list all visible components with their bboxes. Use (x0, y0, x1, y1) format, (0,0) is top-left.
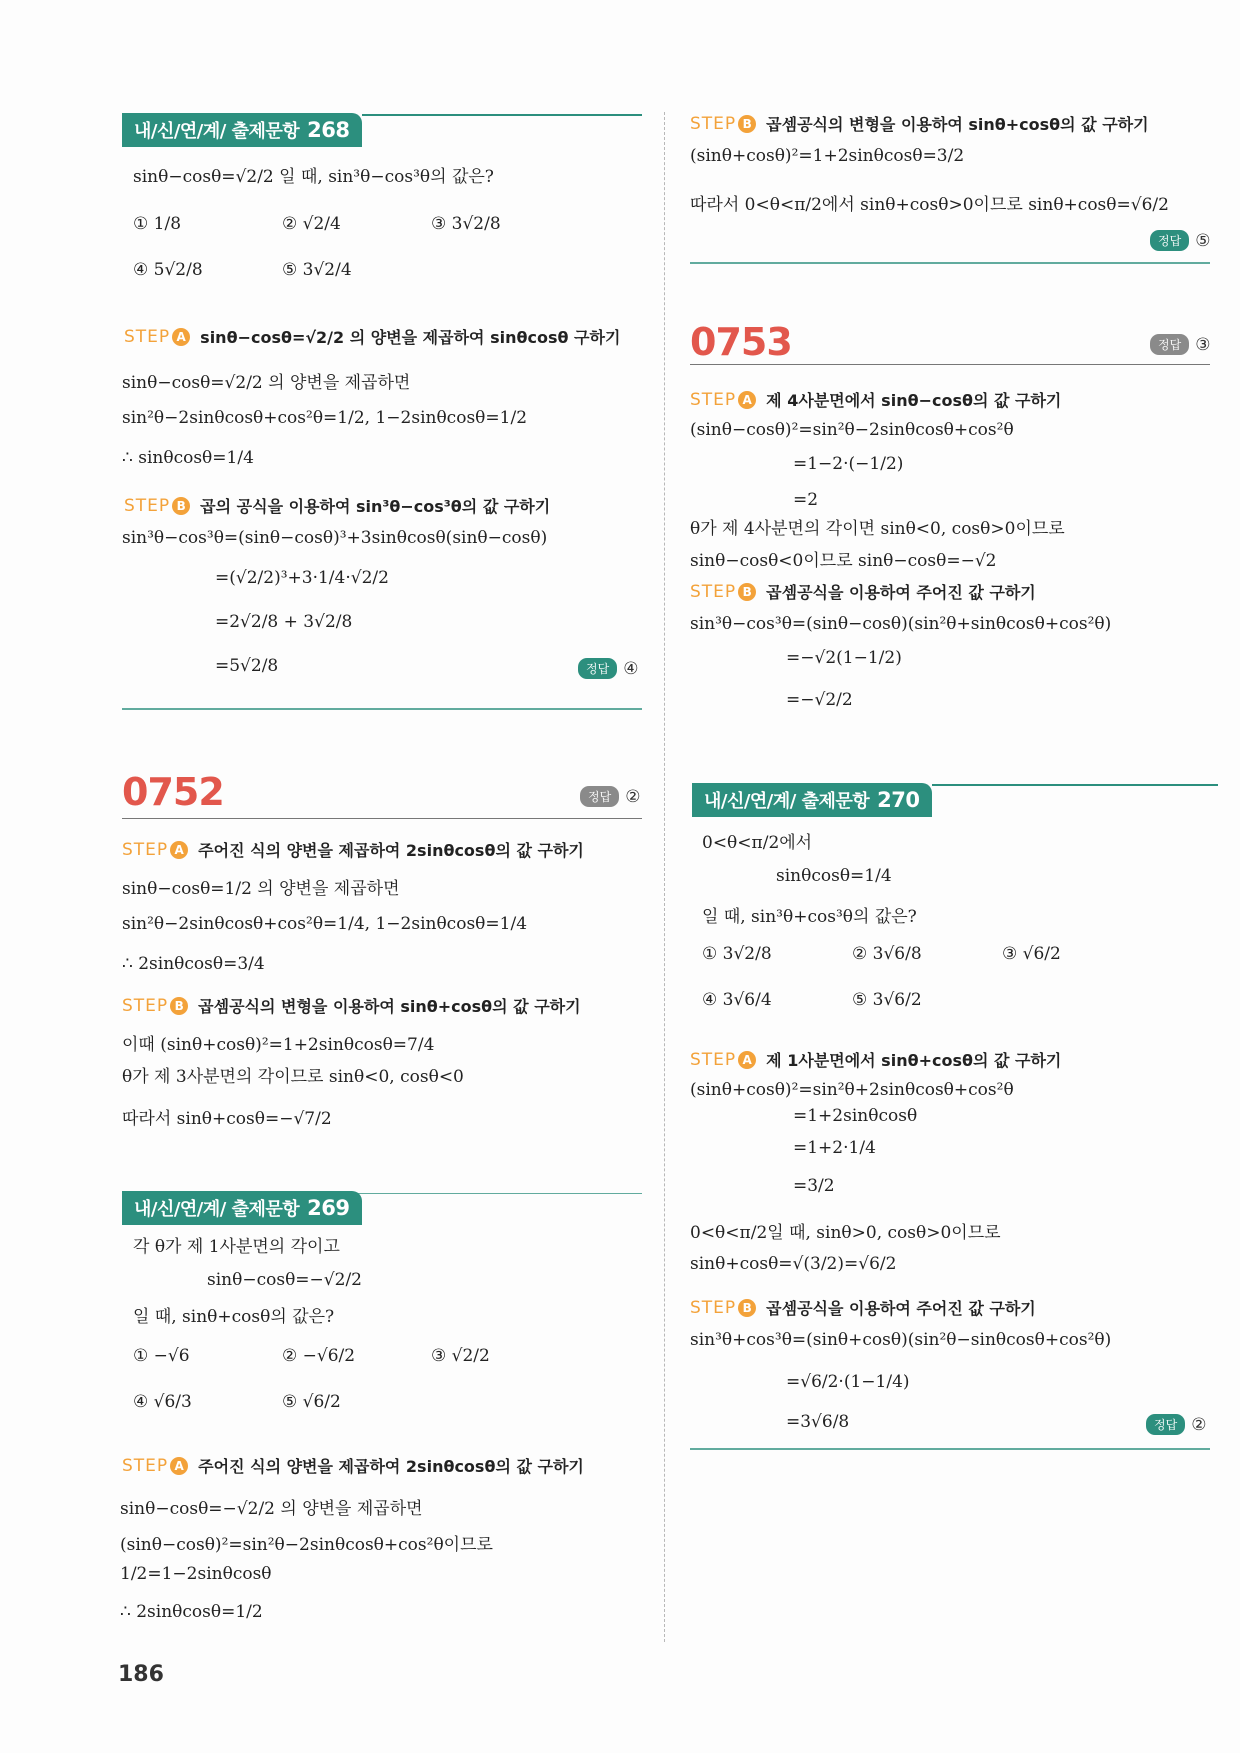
section-separator (122, 708, 642, 710)
solution-line: 1/2=1−2sinθcosθ (120, 1564, 272, 1584)
step-a-0752 (122, 838, 584, 861)
section-separator (690, 1448, 1210, 1450)
question-268: sinθ−cosθ=√2/2 일 때, sin³θ−cos³θ의 값은? (133, 167, 494, 187)
problem-rule (690, 364, 1210, 365)
answer-0752-cont (1150, 230, 1210, 251)
tag-number: 268 (307, 118, 350, 142)
question-line: 일 때, sinθ+cosθ의 값은? (133, 1307, 335, 1327)
answer-270 (1146, 1414, 1206, 1435)
section-tag-269 (122, 1190, 362, 1226)
answer-value: ③ (1195, 334, 1211, 355)
step-badge: B (738, 583, 756, 601)
solution-line: =1+2·1/4 (793, 1138, 876, 1158)
answer-label: 정답 (1150, 334, 1189, 355)
choice-4: ④ 3√6/4 (702, 990, 772, 1010)
section-separator (690, 262, 1210, 264)
step-b-268 (124, 494, 550, 517)
tag-label: 내/신/연/계/ 출제문항 (134, 121, 300, 142)
solution-line: =2 (793, 490, 819, 510)
step-badge: A (172, 328, 190, 346)
step-badge: A (738, 1051, 756, 1069)
step-title: sinθ−cosθ=√2/2 의 양변을 제곱하여 sinθcosθ 구하기 (200, 328, 621, 347)
problem-number-0753: 0753 (690, 320, 792, 364)
solution-line: 0<θ<π/2일 때, sinθ>0, cosθ>0이므로 (690, 1223, 1001, 1243)
problem-number-0752: 0752 (122, 770, 224, 814)
step-word: STEP (124, 495, 171, 516)
step-badge: B (738, 1299, 756, 1317)
solution-line: =√6/2·(1−1/4) (786, 1372, 910, 1392)
step-word: STEP (122, 1455, 169, 1476)
choice-4: ④ 5√2/8 (133, 260, 203, 280)
step-b-0752 (122, 994, 581, 1017)
choice-4: ④ √6/3 (133, 1392, 192, 1412)
step-word: STEP (122, 839, 169, 860)
tag-box (122, 1191, 362, 1225)
step-word: STEP (690, 581, 737, 602)
step-title: 제 1사분면에서 sinθ+cosθ의 값 구하기 (766, 1051, 1062, 1070)
answer-value: ④ (623, 658, 639, 679)
solution-line: =1−2·(−1/2) (793, 454, 904, 474)
step-word: STEP (122, 995, 169, 1016)
choice-2: ② 3√6/8 (852, 944, 922, 964)
step-badge: A (738, 391, 756, 409)
answer-label: 정답 (578, 658, 617, 679)
choice-3: ③ 3√2/8 (431, 214, 501, 234)
answer-label: 정답 (1146, 1414, 1185, 1435)
step-word: STEP (690, 1297, 737, 1318)
step-a-268 (124, 325, 620, 348)
choice-2: ② −√6/2 (282, 1346, 356, 1366)
step-title: 제 4사분면에서 sinθ−cosθ의 값 구하기 (766, 391, 1062, 410)
answer-value: ② (1191, 1414, 1207, 1435)
step-badge: B (172, 497, 190, 515)
solution-line: =3/2 (793, 1176, 835, 1196)
solution-line: sinθ+cosθ=√(3/2)=√6/2 (690, 1254, 897, 1274)
tag-label: 내/신/연/계/ 출제문항 (134, 1199, 300, 1220)
step-a-269 (122, 1454, 584, 1477)
solution-line: sin³θ−cos³θ=(sinθ−cosθ)(sin²θ+sinθcosθ+cos²θ) (690, 614, 1112, 634)
section-tag-268 (122, 112, 642, 148)
solution-line: 따라서 0<θ<π/2에서 sinθ+cosθ>0이므로 sinθ+cosθ=√6/2 (690, 195, 1169, 215)
solution-line: (sinθ−cosθ)²=sin²θ−2sinθcosθ+cos²θ (690, 420, 1014, 440)
step-a-0753 (690, 388, 1061, 411)
question-line: sinθcosθ=1/4 (776, 866, 892, 886)
solution-line: sinθ−cosθ=−√2/2 의 양변을 제곱하면 (120, 1499, 423, 1519)
step-word: STEP (690, 389, 737, 410)
solution-line: =5√2/8 (215, 656, 279, 676)
step-b-0753 (690, 580, 1036, 603)
column-divider (664, 112, 665, 1642)
tag-number: 270 (877, 788, 920, 812)
choice-1: ① −√6 (133, 1346, 190, 1366)
choice-5: ⑤ 3√6/2 (852, 990, 922, 1010)
answer-0753 (1150, 334, 1210, 355)
solution-line: sin²θ−2sinθcosθ+cos²θ=1/4, 1−2sinθcosθ=1/4 (122, 914, 528, 934)
solution-line: 이때 (sinθ+cosθ)²=1+2sinθcosθ=7/4 (122, 1035, 435, 1055)
solution-line: sinθ−cosθ=√2/2 의 양변을 제곱하면 (122, 373, 411, 393)
step-word: STEP (124, 326, 171, 347)
solution-line: 따라서 sinθ+cosθ=−√7/2 (122, 1109, 332, 1129)
step-title: 곱셈공식을 이용하여 주어진 값 구하기 (766, 583, 1036, 602)
solution-line: =2√2/8 + 3√2/8 (215, 612, 353, 632)
choice-3: ③ √2/2 (431, 1346, 490, 1366)
solution-line: sinθ−cosθ=1/2 의 양변을 제곱하면 (122, 879, 400, 899)
choice-1: ① 1/8 (133, 214, 182, 234)
step-badge: B (170, 997, 188, 1015)
choice-1: ① 3√2/8 (702, 944, 772, 964)
page-number: 186 (118, 1662, 164, 1687)
solution-line: =3√6/8 (786, 1412, 850, 1432)
solution-line: =−√2/2 (786, 690, 853, 710)
solution-line: =1+2sinθcosθ (793, 1106, 918, 1126)
solution-line: =−√2(1−1/2) (786, 648, 902, 668)
choice-2: ② √2/4 (282, 214, 341, 234)
step-b-0752-cont (690, 112, 1149, 135)
step-title: 곱셈공식의 변형을 이용하여 sinθ+cosθ의 값 구하기 (198, 997, 581, 1016)
solution-line: (sinθ+cosθ)²=1+2sinθcosθ=3/2 (690, 146, 965, 166)
solution-line: ∴ 2sinθcosθ=3/4 (122, 954, 265, 974)
step-badge: B (738, 115, 756, 133)
step-word: STEP (690, 113, 737, 134)
solution-line: ∴ 2sinθcosθ=1/2 (120, 1602, 263, 1622)
solution-line: ∴ sinθcosθ=1/4 (122, 448, 254, 468)
solution-line: (sinθ+cosθ)²=sin²θ+2sinθcosθ+cos²θ (690, 1080, 1014, 1100)
solution-line: sin²θ−2sinθcosθ+cos²θ=1/2, 1−2sinθcosθ=1/2 (122, 408, 528, 428)
step-title: 주어진 식의 양변을 제곱하여 2sinθcosθ의 값 구하기 (198, 841, 584, 860)
answer-value: ② (625, 786, 641, 807)
tag-box (122, 113, 362, 147)
step-title: 곱셈공식의 변형을 이용하여 sinθ+cosθ의 값 구하기 (766, 115, 1149, 134)
section-tag-270 (692, 782, 1218, 818)
solution-line: (sinθ−cosθ)²=sin²θ−2sinθcosθ+cos²θ이므로 (120, 1535, 493, 1555)
choice-5: ⑤ 3√2/4 (282, 260, 352, 280)
solution-line: θ가 제 4사분면의 각이면 sinθ<0, cosθ>0이므로 (690, 519, 1065, 539)
choice-5: ⑤ √6/2 (282, 1392, 341, 1412)
solution-line: =(√2/2)³+3·1/4·√2/2 (215, 568, 389, 588)
problem-rule (122, 818, 642, 819)
tag-box (692, 783, 932, 817)
tag-number: 269 (307, 1196, 350, 1220)
step-title: 곱의 공식을 이용하여 sin³θ−cos³θ의 값 구하기 (200, 497, 551, 516)
step-title: 주어진 식의 양변을 제곱하여 2sinθcosθ의 값 구하기 (198, 1457, 584, 1476)
solution-line: θ가 제 3사분면의 각이므로 sinθ<0, cosθ<0 (122, 1067, 464, 1087)
question-line: 0<θ<π/2에서 (702, 833, 813, 853)
tag-line (348, 1193, 642, 1194)
step-word: STEP (690, 1049, 737, 1070)
step-badge: A (170, 1457, 188, 1475)
tag-line (932, 784, 1218, 786)
solution-line: sin³θ+cos³θ=(sinθ+cosθ)(sin²θ−sinθcosθ+cos²θ) (690, 1330, 1112, 1350)
question-line: 각 θ가 제 1사분면의 각이고 (133, 1237, 340, 1257)
tag-line (362, 114, 642, 116)
question-line: sinθ−cosθ=−√2/2 (207, 1270, 362, 1290)
step-b-270 (690, 1296, 1036, 1319)
step-title: 곱셈공식을 이용하여 주어진 값 구하기 (766, 1299, 1036, 1318)
choice-3: ③ √6/2 (1002, 944, 1061, 964)
solution-line: sin³θ−cos³θ=(sinθ−cosθ)³+3sinθcosθ(sinθ−cosθ) (122, 528, 548, 548)
answer-268 (578, 658, 638, 679)
solution-line: sinθ−cosθ<0이므로 sinθ−cosθ=−√2 (690, 551, 997, 571)
answer-label: 정답 (580, 786, 619, 807)
answer-0752 (580, 786, 640, 807)
step-badge: A (170, 841, 188, 859)
step-a-270 (690, 1048, 1061, 1071)
question-line: 일 때, sin³θ+cos³θ의 값은? (702, 907, 917, 927)
tag-label: 내/신/연/계/ 출제문항 (704, 791, 870, 812)
answer-value: ⑤ (1195, 230, 1211, 251)
answer-label: 정답 (1150, 230, 1189, 251)
